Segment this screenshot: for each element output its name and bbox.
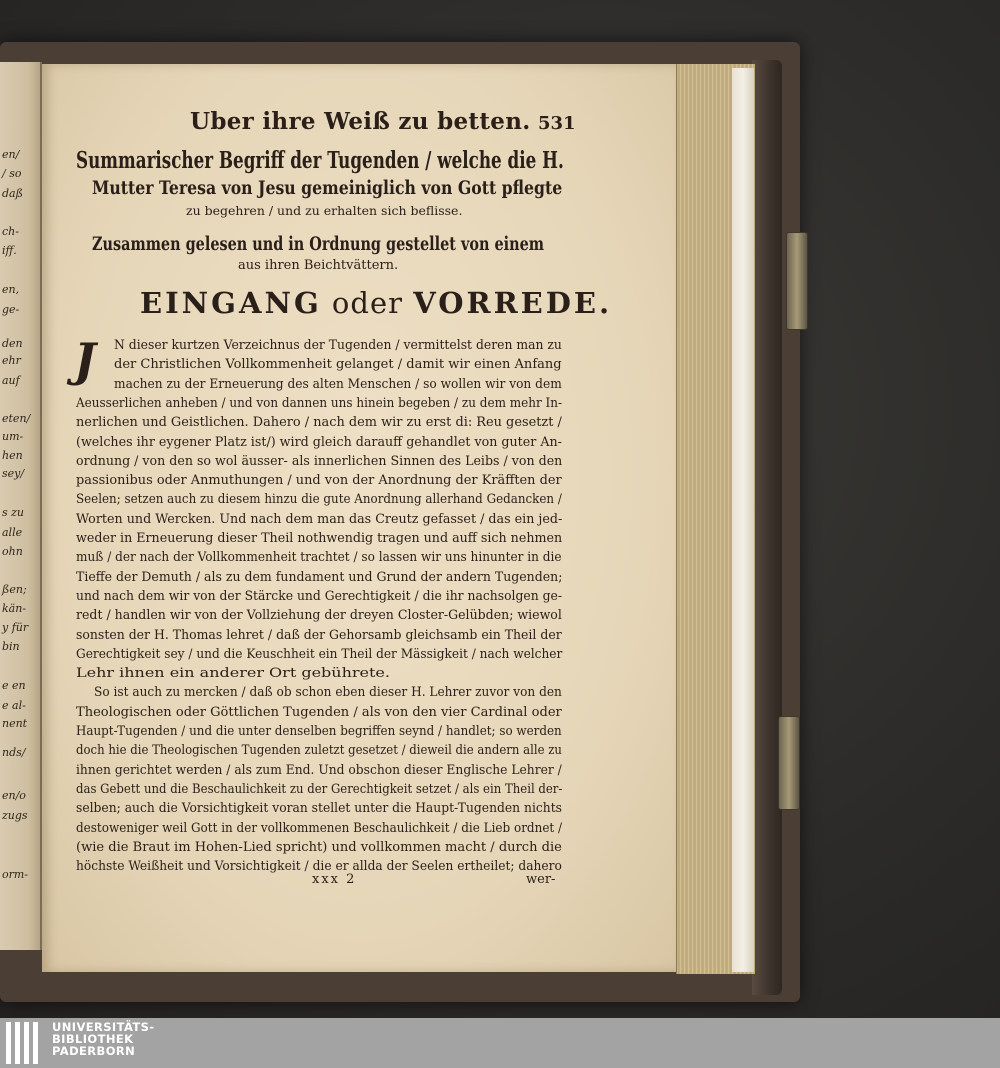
left-page-fragment: bin [2,640,20,653]
heading-oder: oder [321,286,414,320]
page-number: 531 [538,113,576,134]
heading-eingang: EINGANG [140,286,322,320]
body-line: Lehr ihnen ein anderer Ort gebührete. [76,666,390,682]
compiled-line-2: aus ihren Beichtvättern. [238,258,399,273]
body-line: machen zu der Erneuerung des alten Menschen / so wollen wir von dem [114,376,562,392]
left-page-fragment: e en [2,679,26,692]
body-line: destoweniger weil Gott in der vollkommenen Beschaulichkeit / die Lieb ordnet / [76,820,563,836]
left-page-fragment: en, [2,283,20,296]
left-page-fragment: en/o [2,789,26,802]
body-line: nerlichen und Geistlichen. Dahero / nach dem wir zu erst di: Reu gesetzt / [76,415,562,431]
left-page-fragment: alle [2,526,23,539]
body-line: höchste Weißheit und Vorsichtigkeit / die er allda der Seelen ertheilet; dahero [76,859,562,875]
title-line-2: Mutter Teresa von Jesu gemeiniglich von Gott pflegte [92,177,563,199]
body-line: So ist auch zu mercken / daß ob schon eben dieser H. Lehrer zuvor von den [94,685,562,701]
left-page-fragment: s zu [2,506,25,519]
left-page-fragment: zugs [2,809,28,822]
body-line: Seelen; setzen auch zu diesem hinzu die gute Anordnung allerhand Gedancken / [76,492,562,508]
left-page-fragment: nds/ [2,746,26,759]
left-page-fragment: sey/ [2,467,25,480]
section-heading [140,286,612,320]
left-page-fragment: iff. [2,244,17,257]
title-line-3: zu begehren / und zu erhalten sich beflisse. [186,203,463,218]
drop-capital: J [74,333,96,387]
body-line: sonsten der H. Thomas lehret / daß der Gehorsamb gleichsamb ein Theil der [76,627,562,643]
left-page-fragment: e al- [2,699,26,712]
body-line: weder in Erneuerung dieser Theil nothwendig tragen und auff sich nehmen [76,531,563,546]
body-line: das Gebett und die Beschaulichkeit zu der Gerechtigkeit setzet / als ein Theil der- [76,781,563,797]
body-line: Gerechtigkeit sey / und die Keuschheit ein Theil der Mässigkeit / nach welcher [76,646,563,662]
left-page-fragment: en/ [2,148,20,161]
left-page-fragment: nent [2,717,28,730]
endpaper-edge [732,68,754,972]
left-page-fragment: / so [2,167,22,180]
body-line: Aeusserlichen anheben / und von dannen uns hinein begeben / zu dem mehr In- [76,395,563,411]
left-page-fragment: daß [2,187,23,200]
body-line: Theologischen oder Göttlichen Tugenden / als von den vier Cardinal oder [76,704,562,720]
title-line-1: Summarischer Begriff der Tugenden / welche die H. [76,147,564,174]
left-page-fragment: orm- [2,868,29,881]
left-page-fragment: hen [2,449,23,462]
left-page-fragment: ge- [2,303,20,316]
body-line: Haupt-Tugenden / und die unter denselben begriffen seynd / handlet; so werden [76,724,562,739]
body-line: passionibus oder Anmuthungen / und von der Anordnung der Kräfften der [76,473,562,489]
left-page-fragment: um- [2,430,24,443]
body-line: redt / handlen wir von der Vollziehung der dreyen Closter-Gelübden; wiewol [76,608,562,624]
library-name-line-3: PADERBORN [52,1044,136,1058]
body-line: selben; auch die Vorsichtigkeit voran stellet unter die Haupt-Tugenden nichts [76,801,563,817]
body-line: (welches ihr eygener Platz ist/) wird gleich darauff gehandlet von guter An- [76,434,562,450]
left-page-fragment: ohn [2,545,23,558]
body-line: muß / der nach der Vollkommenheit trachtet / so lassen wir uns hinunter in die [76,550,562,566]
lower-clasp [778,716,800,810]
signature-mark: xxx 2 [312,872,357,887]
library-logo-icon [6,1022,46,1064]
left-page-fragment: eten/ [2,412,31,425]
body-line: ordnung / von den so wol äusser- als innerlichen Sinnen des Leibs / von den [76,453,563,469]
upper-clasp [786,232,808,330]
body-line: Worten und Wercken. Und nach dem man das Creutz gefasset / das ein jed- [76,511,563,527]
running-head: Uber ihre Weiß zu betten. [190,108,531,135]
catchword: wer- [526,872,556,887]
left-page-fragment: auf [2,374,20,387]
body-line: (wie die Braut im Hohen-Lied spricht) und vollkommen macht / durch die [76,839,562,855]
left-page-fragment: ßen; [2,583,27,596]
left-page-fragment: den [2,337,23,350]
left-page-fragment: ehr [2,354,21,367]
body-line: und nach dem wir von der Stärcke und Gerechtigkeit / die ihr nachsolgen ge- [76,588,563,604]
body-line: ihnen gerichtet werden / als zum End. Und obschon dieser Englische Lehrer / [76,762,562,778]
body-line: der Christlichen Vollkommenheit gelanget / damit wir einen Anfang [114,357,562,373]
heading-vorrede: VORREDE. [413,286,613,320]
body-line: doch hie die Theologischen Tugenden zuletzt gesetzet / dieweil die andern alle zu [76,743,562,759]
cover-spine-edge [752,60,782,995]
compiled-line-1: Zusammen gelesen und in Ordnung gestellet von einem [92,233,544,255]
library-name-line-1: UNIVERSITÄTS- [52,1020,155,1034]
body-line: Tieffe der Demuth / als zu dem fundament und Grund der andern Tugenden; [76,569,563,585]
library-name-line-2: BIBLIOTHEK [52,1032,134,1046]
left-page-fragment: kän- [2,602,27,615]
left-page-fragment: y für [2,621,29,634]
body-line: N dieser kurtzen Verzeichnus der Tugenden / vermittelst deren man zu [114,338,562,353]
left-page-fragment: ch- [2,225,19,238]
